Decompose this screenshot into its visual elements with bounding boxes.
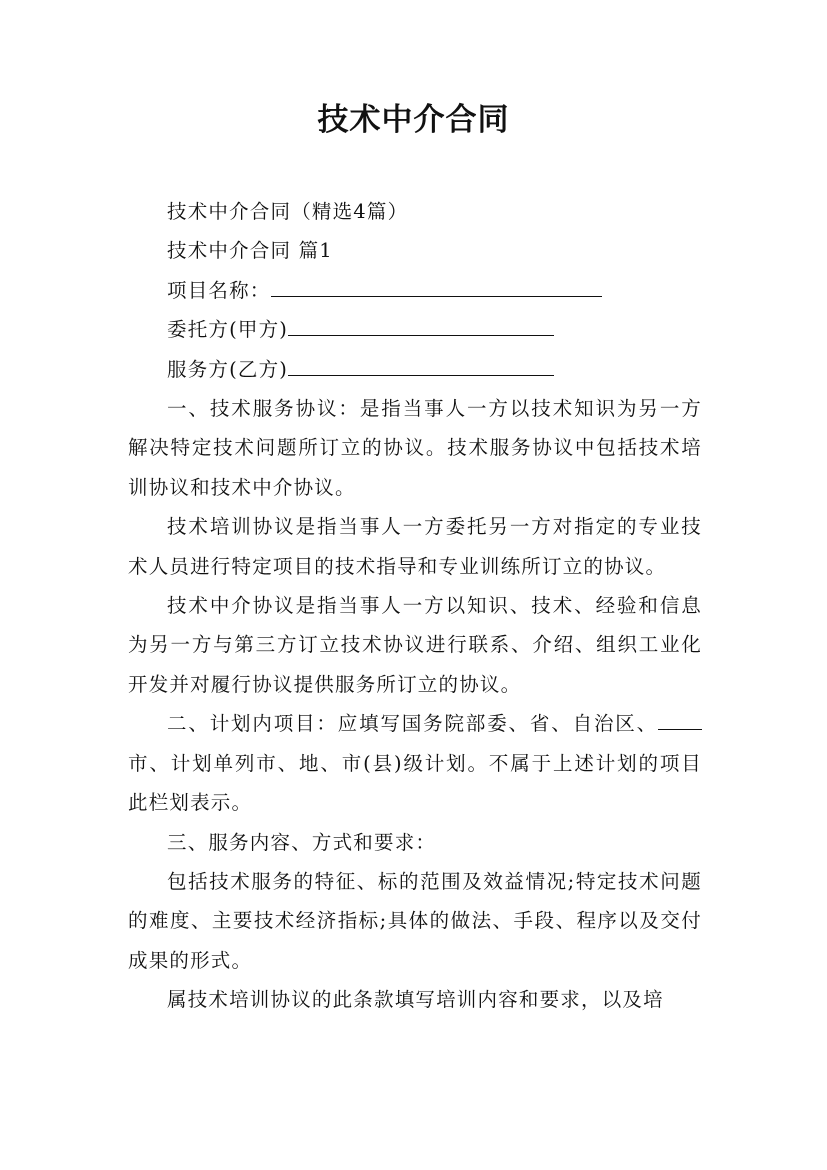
paragraph-training-terms: 属技术培训协议的此条款填写培训内容和要求，以及培 — [167, 988, 664, 1012]
document-title: 技术中介合同 — [317, 102, 510, 138]
section-heading: 技术中介合同 篇1 — [167, 239, 333, 263]
paragraph-training-agreement: 技术培训协议是指当事人一方委托另一方对指定的专业技术人员进行特定项目的技术指导和专业训练所订立的协议。 — [128, 515, 702, 578]
document-subtitle: 技术中介合同（精选4篇） — [167, 200, 409, 223]
project-name-field — [128, 271, 702, 310]
paragraph-intermediary-agreement: 技术中介协议是指当事人一方以知识、技术、经验和信息为另一方与第三方订立技术协议进行联系、介绍、组织工业化开发并对履行协议提供服务所订立的协议。 — [128, 594, 702, 696]
province-blank — [658, 705, 702, 730]
document-body — [128, 192, 702, 1020]
client-label: 委托方(甲方) — [167, 318, 289, 342]
paragraph-service-content: 包括技术服务的特征、标的范围及效益情况;特定技术问题的难度、主要技术经济指标;具体的做法、手段、程序以及交付成果的形式。 — [128, 869, 702, 972]
paragraph-service-content-heading: 三、服务内容、方式和要求： — [167, 830, 437, 854]
service-label: 服务方(乙方) — [167, 357, 289, 381]
paragraph-technical-service: 一、技术服务协议：是指当事人一方以技术知识为另一方解决特定技术问题所订立的协议。技术服务协议中包括技术培训协议和技术中介协议。 — [128, 397, 702, 499]
planned-projects-text-b: 市、计划单列市、地、市(县)级计划。不属于上述计划的项目此栏划表示。 — [128, 751, 702, 815]
paragraph-planned-projects — [128, 704, 702, 822]
client-blank — [288, 311, 554, 336]
project-name-label: 项目名称： — [167, 278, 271, 302]
service-field — [128, 350, 702, 389]
planned-projects-text-a: 二、计划内项目：应填写国务院部委、省、自治区、 — [167, 712, 658, 736]
service-blank — [288, 351, 554, 376]
project-name-blank — [271, 272, 602, 297]
client-field — [128, 310, 702, 349]
